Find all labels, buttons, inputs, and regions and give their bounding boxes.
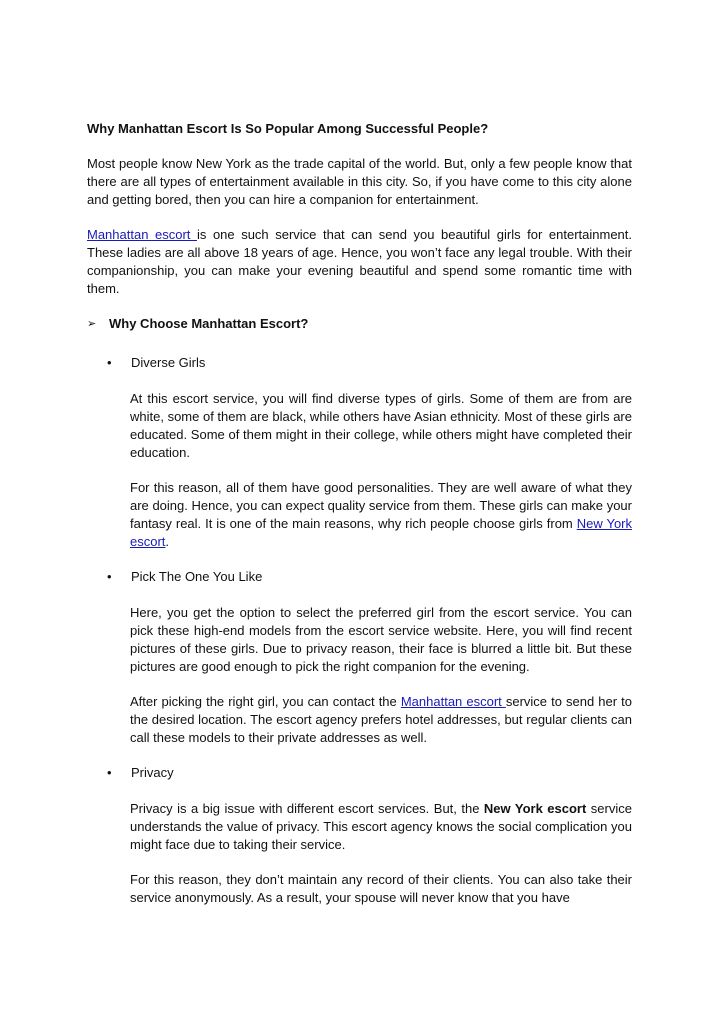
item-paragraph bbox=[130, 479, 632, 551]
bullet-icon: • bbox=[107, 765, 112, 780]
list-item-label: Diverse Girls bbox=[131, 355, 206, 370]
intro-paragraph: Most people know New York as the trade capital of the world. But, only a few people know that there are all types of entertainment available in this city. So, if you have come to this city alone and getting bored, then you can hire a companion for entertainment. bbox=[87, 156, 632, 207]
list-item-label: Privacy bbox=[131, 765, 174, 780]
list-item-body bbox=[130, 390, 632, 551]
item-paragraph bbox=[130, 800, 632, 854]
list-item-privacy bbox=[87, 764, 632, 782]
item-paragraph: For this reason, they don’t maintain any record of their clients. You can also take their service anonymously. As a result, your spouse will never know that you have bbox=[130, 872, 632, 905]
item-paragraph: Here, you get the option to select the preferred girl from the escort service. You can pick these high-end models from the escort service website. Here, you will find recent pictures of these girls. Due to privacy reason, their face is blurred a little bit. But these pictures are good enough to pick the right companion for the evening. bbox=[130, 605, 632, 674]
item-paragraph-text: Privacy is a big issue with different escort services. But, the bbox=[130, 801, 484, 816]
item-paragraph-text: . bbox=[165, 534, 170, 549]
section-heading: Why Choose Manhattan Escort? bbox=[109, 316, 309, 331]
bullet-icon: • bbox=[107, 569, 112, 584]
item-paragraph-text: service understands the value of privacy. This escort agency knows the social complication you might face due to taking their service. bbox=[130, 801, 632, 852]
item-paragraph bbox=[130, 693, 632, 747]
manhattan-escort-link[interactable]: Manhattan escort bbox=[87, 227, 197, 242]
item-paragraph: At this escort service, you will find diverse types of girls. Some of them are from are white, some of them are black, while others have Asian ethnicity. Most of these girls are educated. Some of them might in their college, while others might have completed their education. bbox=[130, 391, 632, 460]
bullet-icon: • bbox=[107, 355, 112, 370]
item-paragraph-text: After picking the right girl, you can contact the bbox=[130, 694, 401, 709]
document-body bbox=[87, 120, 632, 924]
document-title: Why Manhattan Escort Is So Popular Among Successful People? bbox=[87, 121, 489, 136]
paragraph-2 bbox=[87, 226, 632, 298]
item-paragraph-text: service to send her to the desired location. The escort agency prefers hotel addresses, but regular clients can call these models to their private addresses as well. bbox=[130, 694, 632, 745]
list-item-body bbox=[130, 604, 632, 747]
section-heading-row bbox=[87, 315, 632, 333]
list-item-diverse-girls bbox=[87, 354, 632, 372]
list-item-pick-the-one bbox=[87, 568, 632, 586]
list-item-label: Pick The One You Like bbox=[131, 569, 263, 584]
list-item-body bbox=[130, 800, 632, 907]
bold-text: New York escort bbox=[483, 801, 587, 816]
new-york-escort-link[interactable]: New York escort bbox=[130, 516, 633, 549]
manhattan-escort-link-2[interactable]: Manhattan escort bbox=[400, 694, 506, 709]
arrow-bullet-icon: ➢ bbox=[87, 318, 97, 330]
item-paragraph-text: For this reason, all of them have good personalities. They are well aware of what they are doing. Hence, you can expect quality service from them. These girls can make your fantasy real. It is one of the main reasons, why rich people choose girls from bbox=[130, 480, 632, 531]
paragraph-2-text: is one such service that can send you beautiful girls for entertainment. These ladies are all above 18 years of age. Hence, you won’t face any legal trouble. With their companionship, you can make your evening beautiful and spend some romantic time with them. bbox=[87, 227, 633, 296]
